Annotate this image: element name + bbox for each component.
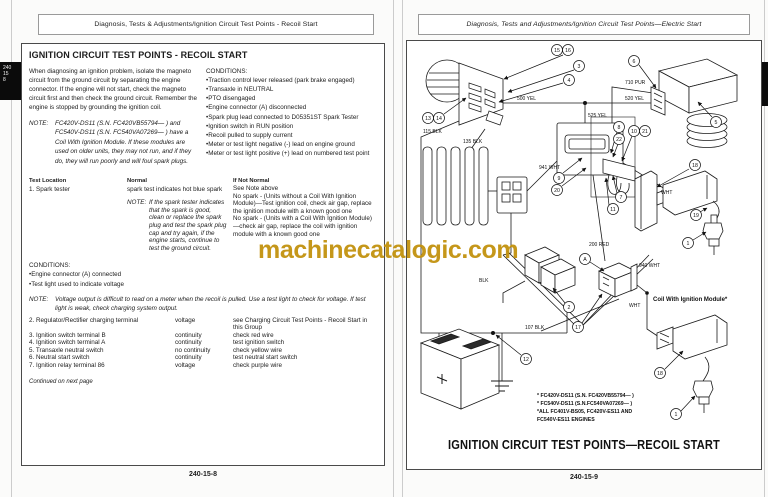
callout-10: 10: [631, 129, 637, 135]
if-not-line: See Note above: [233, 185, 279, 193]
callout-13: 13: [425, 116, 431, 122]
callout-8: 8: [617, 125, 621, 131]
callout-4: 4: [567, 78, 571, 84]
junction-dot: [491, 331, 495, 335]
coil-with-module-label: Coil With Ignition Module*: [653, 297, 728, 303]
test-table: [29, 177, 377, 252]
wire-label-525-yel: 525 YEL: [588, 113, 608, 119]
condition-item: •Test light used to indicate voltage: [29, 280, 124, 288]
diagram-title: IGNITION CIRCUIT TEST POINTS—RECOIL START: [448, 438, 721, 452]
condition-item: •PTO disengaged: [206, 95, 256, 103]
conditions2-title: CONDITIONS:: [29, 262, 71, 270]
row-normal: no continuity: [175, 346, 211, 354]
row-normal: voltage: [175, 316, 196, 324]
left-page-title: IGNITION CIRCUIT TEST POINTS - RECOIL START: [29, 50, 248, 60]
left-page-running-header: [38, 14, 374, 35]
row-if-not: test neutral start switch: [233, 354, 298, 362]
wire-connector-drop: [503, 281, 525, 303]
row-normal: voltage: [175, 361, 196, 369]
row1-if-not-normal: [233, 185, 377, 252]
intro-paragraph: When diagnosing an ignition problem, isolate the magneto circuit from the ground circuit by separating the engine connector. If the engine will not start, check the magneto circuit first and then check the ground circuit. Remember the engine is stopped by grounding the ignition coil.: [29, 68, 197, 112]
callout-12: 12: [523, 357, 529, 363]
wire-710-pur: [612, 87, 653, 123]
callout-1: 1: [686, 241, 690, 247]
wire-engine-down: [503, 213, 511, 255]
ignition-coil: [657, 171, 719, 223]
row-location: 3. Ignition switch terminal B: [29, 331, 106, 339]
right-page-inner-edge-line: [402, 0, 403, 497]
row-location: 5. Transaxle neutral switch: [29, 346, 104, 354]
column-header: If Not Normal: [233, 178, 270, 185]
harness-connector: [525, 247, 575, 293]
callout-9: 9: [557, 176, 561, 182]
note-text: FC420V-DS11 (S.N. FC420VB55794— ) and FC540V-DS11 (S.N. FC540VA07269— ) have a Coil With Ignition Module. If these modules are used on older units, they may not run, and if they do, they will run poorly and will foul spark plugs.: [55, 119, 192, 165]
callout-a: A: [583, 257, 587, 263]
test-rows: [29, 317, 377, 370]
if-not-line: No spark - (Units without a Coil With Ignition Module)—Test ignition coil, check air gap, replace the ignition module with a known good one: [233, 192, 372, 215]
row-location: 4. Ignition switch terminal A: [29, 339, 106, 347]
footnote-line: * FC420V-DS11 (S.N. FC420VB55794— ): [537, 393, 634, 399]
wire-label-200-red: 200 RED: [589, 242, 610, 248]
wire-label-115-blk: 115 BLK: [423, 129, 442, 135]
engine-fins: [423, 147, 527, 225]
ignition-relay: [651, 59, 737, 148]
note-label: NOTE:: [29, 295, 49, 303]
row-if-not: check purple wire: [233, 361, 282, 369]
row1-normal: [127, 185, 231, 252]
callout-1b: 1: [674, 412, 678, 418]
condition-item: •Traction control lever released (park brake engaged): [206, 77, 355, 85]
watermark-text: machinecatalogic.com: [258, 236, 519, 264]
note-block-1: [29, 119, 197, 167]
callout-14: 14: [436, 116, 442, 122]
right-page-number: 240-15-9: [569, 474, 599, 481]
junction-dot: [583, 101, 587, 105]
row-normal: continuity: [175, 354, 202, 362]
wire-label-135-blk: 135 BLK: [463, 139, 483, 145]
note-text: If the spark tester indicates that the spark is good, clean or replace the spark plug and test the spark plug cap and try again, if the engine starts, continue to test the ground circuit.: [149, 199, 227, 252]
left-page-content-box: [21, 43, 385, 466]
wire-label-107-blk: 107 BLK: [525, 325, 545, 331]
callout-11: 11: [610, 207, 616, 213]
right-page-running-header: [418, 14, 750, 35]
left-header-text: Diagnosis, Tests & Adjustments/Ignition Circuit Test Points - Recoil Start: [94, 21, 318, 28]
wire-module-connector: [593, 175, 605, 261]
tab-line: 240: [3, 65, 12, 71]
coil-with-ignition-module: [657, 315, 727, 381]
spark-plug-2: [693, 381, 713, 413]
row-normal: continuity: [175, 331, 202, 339]
callout-7: 7: [619, 195, 623, 201]
callout-19: 19: [693, 213, 699, 219]
if-not-line: No spark - (Units with a Coil With Ignition Module)—check air gap, replace the coil with ignition module with a known good one: [233, 215, 372, 238]
footnote-line: FC540V-ES11 ENGINES: [537, 417, 595, 423]
note-label: NOTE:: [127, 199, 147, 207]
row-if-not: check red wire: [233, 331, 274, 339]
note-label: NOTE:: [29, 119, 49, 127]
column-header: Test Location: [29, 178, 67, 185]
wire-label-941-wht: 941 WHT: [539, 165, 561, 171]
row-normal: continuity: [175, 339, 202, 347]
left-page-inner-edge-line: [393, 0, 394, 497]
note-block-2: [29, 295, 377, 314]
row1-location: 1. Spark tester: [29, 186, 70, 194]
callout-22: 22: [616, 137, 622, 143]
callout-15: 15: [554, 48, 560, 54]
spark-plug: [703, 215, 723, 255]
battery: [421, 329, 499, 409]
condition-item: •Meter or test light negative (-) lead on engine ground: [206, 140, 355, 148]
conditions-title: CONDITIONS:: [206, 68, 248, 76]
wire-label-blk: BLK: [479, 278, 489, 284]
wire-label-wht-2: WHT: [629, 303, 641, 309]
callout-3: 3: [577, 64, 581, 70]
junction-dot: [645, 291, 649, 295]
callout-18b: 18: [657, 371, 663, 377]
condition-item: •Engine connector (A) connected: [29, 271, 122, 279]
column-header: Normal: [127, 178, 147, 185]
condition-item: •Spark plug lead connected to D05351ST Spark Tester: [206, 113, 359, 121]
ignition-module-flat: [635, 171, 657, 231]
left-page-number: 240-15-8: [188, 471, 218, 478]
row-location: 2. Regulator/Rectifier charging terminal: [29, 316, 139, 324]
callout-18: 18: [692, 163, 698, 169]
row-if-not: test ignition switch: [233, 339, 285, 347]
condition-item: •Recoil pulled to supply current: [206, 131, 293, 139]
continued-note: Continued on next page: [29, 379, 93, 386]
footnote-line: *ALL FC401V-BS05, FC420V-ES11 AND: [537, 409, 633, 415]
row-location: 7. Ignition relay terminal 86: [29, 361, 105, 369]
callout-2: 2: [567, 305, 571, 311]
row-if-not: see Charging Circuit Test Points - Recoil Start in this Group: [233, 316, 368, 332]
condition-item: •Ignition switch in RUN position: [206, 122, 294, 130]
note-text: Voltage output is difficult to read on a meter when the recoil is pulled. Use a test light to check for voltage. If test light is weak, check charging system output.: [55, 295, 366, 313]
callout-6: 6: [632, 59, 636, 65]
wire-label-wht: WHT: [661, 190, 673, 196]
wire-label-520-yel: 520 YEL: [625, 96, 645, 102]
engine-connector: [497, 177, 527, 213]
wiring-diagram: [407, 41, 761, 469]
wire-label-710-pur: 710 PUR: [625, 80, 646, 86]
row-location: 6. Neutral start switch: [29, 354, 90, 362]
row1-normal-value: spark test indicates hot blue spark: [127, 186, 223, 194]
condition-item: •Transaxle in NEUTRAL: [206, 86, 274, 94]
callout-21: 21: [642, 129, 648, 135]
right-header-text: Diagnosis, Tests and Adjustments/Ignition Circuit Test Points—Electric Start: [466, 21, 702, 28]
wire-label-500-yel: 500 YEL: [517, 96, 537, 102]
right-page-diagram-box: [406, 40, 762, 470]
tab-line: 15: [3, 71, 9, 77]
condition-item: •Engine connector (A) disconnected: [206, 104, 307, 112]
engine-connector-a: [599, 263, 637, 297]
tab-line: 8: [3, 77, 6, 83]
callout-20: 20: [554, 188, 560, 194]
row-if-not: check yellow wire: [233, 346, 282, 354]
condition-item: •Meter or test light positive (+) lead on numbered test point: [206, 149, 370, 157]
callout-17: 17: [575, 325, 581, 331]
footnote-line: * FC540V-DS11 (S.N.FC540VA07269— ): [537, 401, 633, 407]
callout-16: 16: [565, 48, 571, 54]
wire-label-940-wht: 940 WHT: [639, 263, 661, 269]
row1-note: [127, 199, 227, 252]
callout-5: 5: [714, 120, 718, 126]
